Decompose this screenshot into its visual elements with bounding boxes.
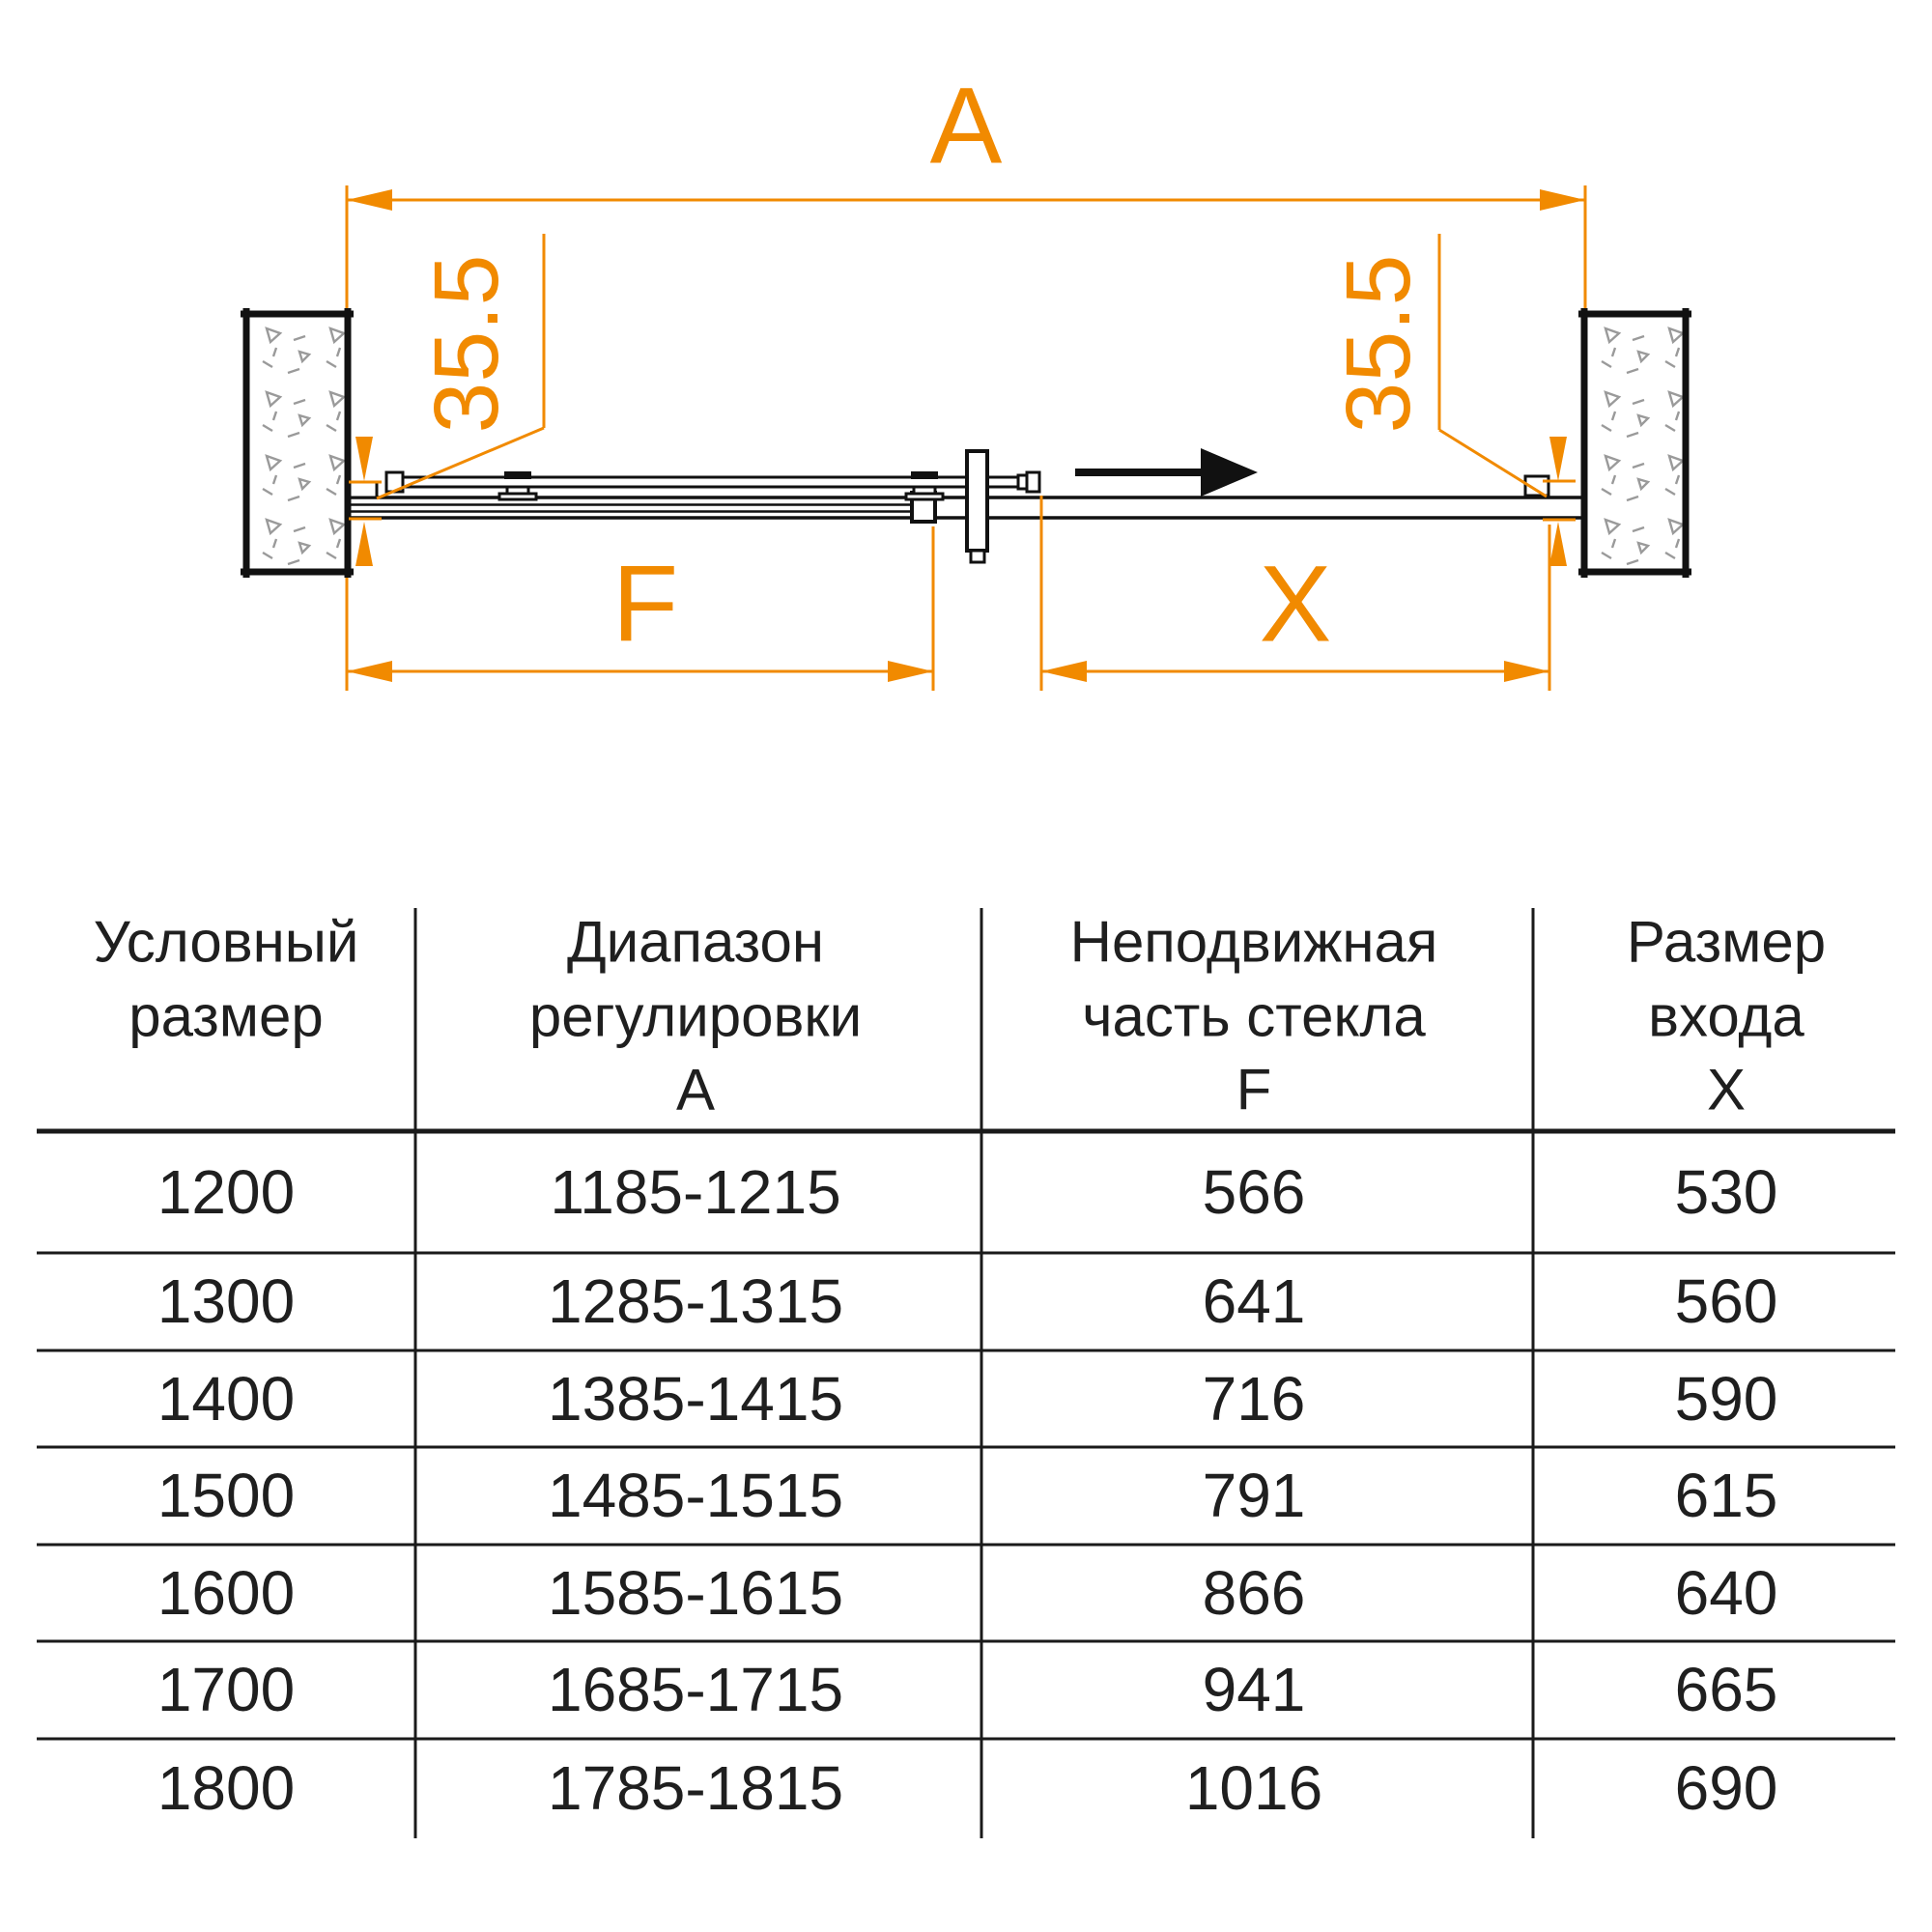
door-handle — [967, 451, 987, 551]
table-cell: 1500 — [156, 1461, 296, 1530]
table-cell: 1385-1415 — [547, 1364, 844, 1434]
table-cell: 1485-1515 — [547, 1461, 844, 1530]
table-cell: 690 — [1674, 1753, 1778, 1823]
table-cell: 1585-1615 — [547, 1558, 844, 1628]
table-cell: 1016 — [1184, 1753, 1323, 1823]
dim-x-label: X — [1259, 543, 1332, 665]
offset-right-label: 35.5 — [1327, 254, 1430, 434]
table-cell: 566 — [1202, 1157, 1306, 1227]
table-cell: 1200 — [156, 1157, 296, 1227]
table-cell: 665 — [1674, 1655, 1778, 1724]
table-cell: 615 — [1674, 1461, 1778, 1530]
table-cell: 1400 — [156, 1364, 296, 1434]
header-cell: регулировки — [528, 983, 863, 1049]
table-cell: 866 — [1202, 1558, 1306, 1628]
wall-hatch — [246, 314, 348, 572]
table-cell: 1700 — [156, 1655, 296, 1724]
table-cell: 641 — [1202, 1266, 1306, 1336]
table-cell: 1800 — [156, 1753, 296, 1823]
dim-a-label: A — [929, 65, 1003, 186]
header-cell: Диапазон — [566, 909, 825, 975]
header-cell: Х — [1706, 1057, 1747, 1122]
left-wall — [241, 308, 354, 578]
table-cell: 1785-1815 — [547, 1753, 844, 1823]
header-cell: часть стекла — [1082, 983, 1426, 1049]
table-cell: 791 — [1202, 1461, 1306, 1530]
header-cell: Размер — [1626, 909, 1827, 975]
table-cell: 1300 — [156, 1266, 296, 1336]
dim-f-label: F — [611, 543, 679, 665]
table-cell: 1600 — [156, 1558, 296, 1628]
table-cell: 560 — [1674, 1266, 1778, 1336]
header-cell: Условный — [93, 909, 359, 975]
header-cell: А — [675, 1057, 716, 1122]
wall-profile-left — [348, 482, 377, 497]
header-cell: F — [1236, 1057, 1272, 1122]
door-handle-foot — [971, 551, 984, 562]
header-cell: размер — [128, 983, 324, 1049]
wall-hatch — [1584, 314, 1686, 572]
table-cell: 1185-1215 — [550, 1157, 841, 1227]
offset-left-label: 35.5 — [415, 254, 518, 434]
table-cell: 640 — [1674, 1558, 1778, 1628]
table-cell: 1285-1315 — [547, 1266, 844, 1336]
table-cell: 716 — [1202, 1364, 1306, 1434]
header-cell: входа — [1648, 983, 1804, 1049]
table-cell: 590 — [1674, 1364, 1778, 1434]
header-cell: Неподвижная — [1069, 909, 1438, 975]
table-cell: 1685-1715 — [547, 1655, 844, 1724]
right-wall — [1578, 308, 1691, 578]
table-cell: 941 — [1202, 1655, 1306, 1724]
table-cell: 530 — [1674, 1157, 1778, 1227]
top-bar-right-cap — [1027, 472, 1039, 492]
